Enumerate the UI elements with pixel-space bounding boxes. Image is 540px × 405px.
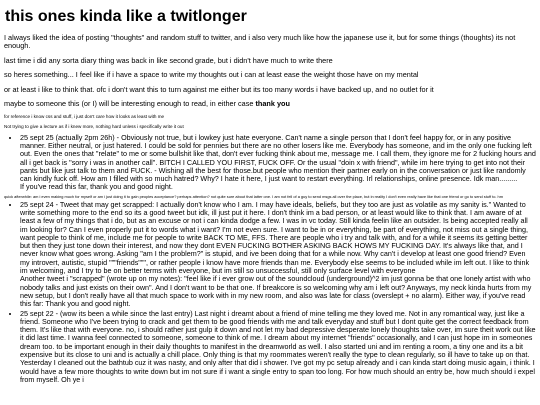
intro-paragraph-3: so heres something... I feel like if i have a space to write my thoughts out i can at least ease the weight those have on my mental <box>4 70 419 80</box>
small-note-1: for reference i know css and stuff, i just don't care how it looks as least with me <box>4 114 165 120</box>
diary-entry <box>20 134 536 192</box>
diary-entry <box>20 310 536 385</box>
intro-paragraph-2: last time i did any sorta diary thing was back in like second grade, but i didn't have much to write there <box>4 55 333 65</box>
diary-entry <box>20 201 536 309</box>
intro-paragraph-1: I always liked the idea of posting "thoughts" and random stuff to twitter, and i also very much like how the japanese use it, but for some things (thoughts) its not enough. <box>4 33 516 51</box>
diary-entry-signoff: If you've read this far, thank you and good night. <box>20 182 173 192</box>
intro-paragraph-4: or at least i like to think that. ofc i don't want this to turn against me either but its too many words i have backed up, and no outlet for it <box>4 84 434 94</box>
diary-entries-list <box>4 134 536 385</box>
small-note-2: Not trying to give a lecture as if i knew more, nothing hard unless i specifically write it out <box>4 124 184 130</box>
intro-paragraph-5 <box>4 100 536 108</box>
diary-entry-text: 25 sept 25 (actually 2pm 26h) - Obviously not true, but i lowkey just hate everyone. Can't name a single person that I don't feel happy for, or in any positive manner. Either neutral, or just hatered. I could be sold for pennies but there are no other losers like me. Everybody has someone, and im the only one fucking left out. Even the ones that "relate" to me or some bullshit like that, don't ever fucking think about me, message me. I call them, they ignore me for 2 fucking hours and all i get back is "sorry i was in another call". BITCH I CALLED YOU FIRST, FUCK OFF. Or the usual "doin x with friend", while im here trying to get into not their pants but like just talk to them and FUCK. - Wishing all the best for those.but people who mention their partner early on in the conversation or just like randomly can kindly fuck off. How am I filled with so much hatred? Why? I hate it here, I just want to restart everything. Irl relationships, online presence. Idk man......... <box>20 132 536 184</box>
diary-entry-text: 25 sept 22 - (wow its been a while since the last entry) Last night i dreamt about a friend of mine telling me they loved me. Not in any romantical way, just like a friend. Someone who I've been trying to crack and get them to be good friends with me and talk everyday and stuff but I dont quite get the correct feedback from them. It's like that with everyone. no, i should rather just gulp it down and not let my bad depressive desperate lonely thoughts take over, im sure theit work out like it did last time. I wanna feel connected to someone, someone to think of me. I dream about my internet "friends" occasionally, and I can just hope im in someones dream too. to be important enough in their daily thoughts to manifest in the dreamworld as well. I also started uni and im renting a room, a tiny one and its a bit expensive but its close to uni and is actually a chill place. Only thing is that my roommates weren't really the type to clean regularly, so ill have to take up on that. Yesterday I cleaned out the bathtub cuz it was nasty, and only after that did i shower. I've got my pc setup already and i can kinda start doing music again, i think. I would have a few more thoughts to write down but im not sure if i want a single entry to span too long. For how much should an entry be, how much should i expel from myself. Oh ye i <box>20 308 536 384</box>
diary-entry-text: 25 sept 24 - Tweet that may get scrapped: I actually don't know who I am. I may have ideals, beliefs, but they too are just as volatile as my sanity is." Wanted to write something more to the end so its a good tweet but idk, ill just put it here. I don't think im a bad person, or at least would like to think that. I am aware of at least a few of my things that i do, but as an excuse or not i can kinda dodge a few. I was in vc today. Still kinda feelin like an outsider. Is being accepted really all im looking for? Can I even properly put it to words what i want? I'm not even sure. I want to be in or everything, be part of everything, not miss out a single thing, want people to think of me, include me for people to write BACK TO ME, FFS. There are people who i try and talk with, and for a while it seems its getting better but then they just tone down their interest, and now they dont EVEN FUCKING BOTHER ASKING BACK HOWS MY FUCKING DAY. It's always like that, and I never know what goes wrong. Asking "am I the problem?" is stupid, and ive been doing that for a while now. Why can't i develop at least one good friend? Even my introvert, autistic, stupid """friends""", or rather people i know have more friends than me. Everybody else seems to be included while im left out. I like to think im welcoming, and I try to be on better terms with everyone, but im still so unsuccessful, still only surface level with everyone <box>20 199 530 276</box>
thank-you-bold: thank you <box>255 99 290 109</box>
page-title: this ones kinda like a twitlonger <box>5 8 247 25</box>
intro-paragraph-5-text: maybe to someone this (or I) will be interesting enough to read, in either case <box>4 99 256 109</box>
diary-entry-extra: Another tweet i "scrapped" (wrote up on my notes): "feel like if i ever grow out of the soundcloud (underground)^2 im just gonna be that one lonely artist with who nobody talks and just exists on their own". And I don't want to be that one. If breakcore is so welcoming why am i left out? Anyways, my neck kinda hurts from my new setup, but I don't really have all that much space to work with in my new room, and also was late for class (overslept + no alarm). Either way, if you've read this far: Thank you and good night. <box>20 274 532 309</box>
afterthought-note: quick afterwhile: am i even making much for myself or am i just doing it to gain peoples acceptance? perhaps attention? not quite sure about that latter one. I am not fell of a guy to send msgs all over the place, but in reality I don't even really have like that one friend or go to send stuff to. hm <box>4 193 503 199</box>
